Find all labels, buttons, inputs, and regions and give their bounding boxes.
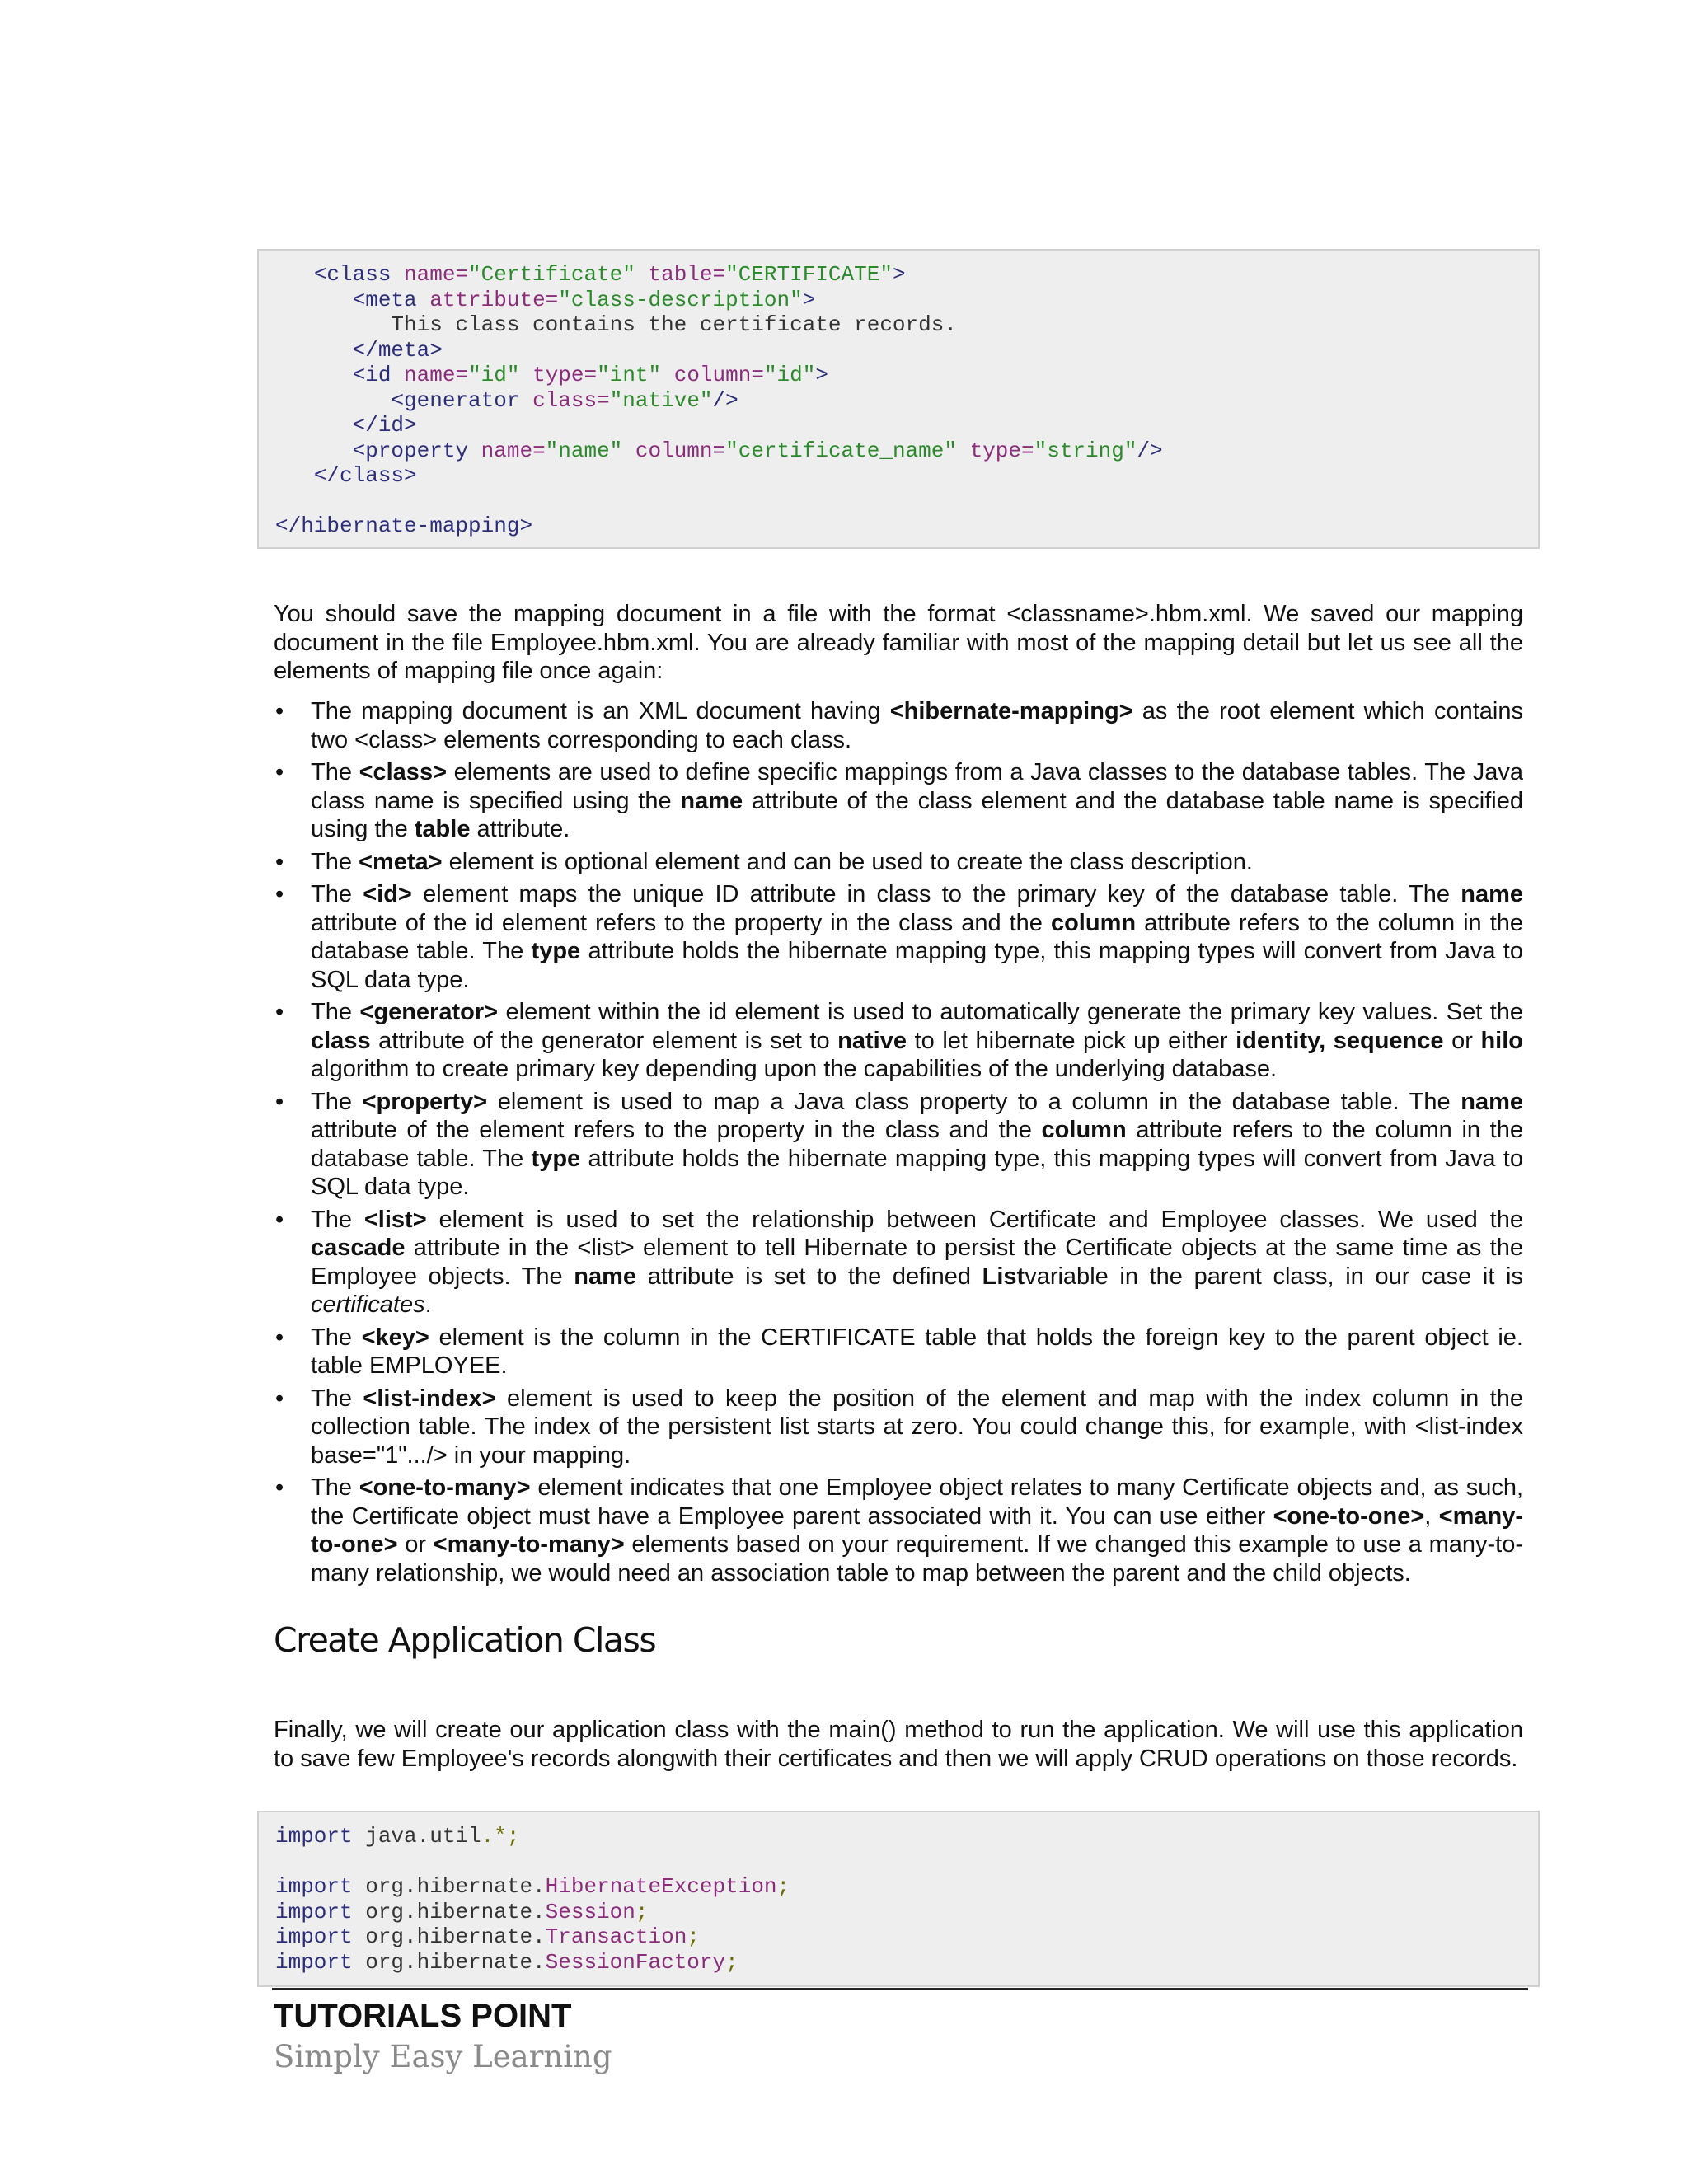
code-token (275, 363, 353, 387)
code-line (275, 1900, 1538, 1925)
code-token: Transaction (545, 1924, 687, 1949)
text-run: The mapping document is an XML document having (311, 698, 890, 724)
bold-term: <one-to-one> (1273, 1502, 1425, 1530)
bullet-icon: • (275, 848, 284, 875)
bullet-icon: • (275, 1324, 284, 1351)
code-token: SessionFactory (545, 1949, 726, 1975)
code-line (275, 513, 1538, 539)
code-token: /> (1137, 438, 1163, 463)
intro-paragraph: You should save the mapping document in a file with the format <classname>.hbm.xml. We saved our mapping document in the file Employee.hbm.xml. You are already familiar with most of the mapping detail but let us see all the elements of mapping file once again: (274, 601, 1523, 684)
bold-term: <hibernate-mapping> (889, 698, 1133, 724)
footer-divider (272, 1988, 1528, 1990)
text-run: element is used to keep the position of the element and map with the index column in the collection table. The index of the persistent list starts at zero. You could change this, for example, with <list-index base="1".../> in your mapping. (311, 1385, 1523, 1469)
code-token: Session (545, 1899, 635, 1924)
text-run: variable in the parent class, in our case it is (1025, 1263, 1523, 1290)
text-run: The (311, 759, 359, 785)
text-run: . (424, 1291, 432, 1318)
text-run: attribute holds the hibernate mapping type, this mapping types will convert from Java to SQL data type. (311, 938, 1523, 993)
code-token: class= (532, 387, 610, 413)
text-run: attribute of the generator element is set to (370, 1027, 838, 1054)
bold-term: <property> (362, 1088, 488, 1115)
bold-term: identity, sequence (1236, 1027, 1444, 1054)
code-token: import (275, 1899, 353, 1924)
code-token: import (275, 1924, 353, 1949)
text-run: attribute refers to the column in the database table. The (311, 909, 1524, 964)
code-token: table= (635, 262, 726, 287)
text-run: element indicates that one Employee object relates to many Certificate objects and, as such, the Certificate object must have a Employee parent associated with it. You can use either (311, 1474, 1524, 1530)
code-token (275, 413, 353, 438)
text-run: attribute. (470, 816, 570, 842)
application-class-paragraph: Finally, we will create our application class with the main() method to run the application. We will use this application to save few Employee's records alongwith their certificates and then we will apply CRUD operations on those records. (274, 1717, 1523, 1772)
bullet-icon: • (275, 1385, 284, 1412)
code-token: "Certificate" (468, 262, 635, 287)
code-token: java.util (352, 1824, 481, 1849)
list-item (274, 697, 1523, 754)
code-token: > (802, 287, 816, 312)
code-line (275, 338, 1538, 363)
bullet-icon: • (275, 759, 284, 785)
list-item (274, 1324, 1523, 1380)
text-run: elements based on your requirement. If we changed this example to use a many-to-many relationship, we would need an association table to map between the parent and the child objects. (311, 1531, 1524, 1586)
code-token (275, 388, 391, 413)
text-run: element is used to map a Java class property to a column in the database table. The (487, 1088, 1461, 1115)
code-line (275, 1874, 1538, 1900)
code-token: <meta (352, 287, 430, 312)
code-token: name= (404, 262, 469, 287)
code-token: column= (661, 363, 764, 387)
code-token: "id" (763, 363, 816, 387)
code-token: "string" (1034, 438, 1137, 463)
code-token: This class contains the certificate records. (275, 312, 957, 337)
bold-term: name (1461, 881, 1523, 907)
code-line (275, 363, 1538, 388)
code-token: org.hibernate. (352, 1874, 546, 1899)
bold-term: <meta> (359, 848, 443, 875)
code-token: ; (635, 1899, 649, 1924)
code-line (275, 312, 1538, 338)
text-run: The (311, 1206, 364, 1233)
code-token: ; (687, 1924, 700, 1949)
text-run: The (311, 999, 360, 1025)
code-token: HibernateException (545, 1874, 777, 1899)
text-run: The (311, 848, 359, 875)
code-token (275, 438, 353, 463)
code-token (275, 262, 314, 287)
text-run: The (311, 881, 363, 907)
text-run: attribute in the <list> element to tell Hibernate to persist the Certificate objects at the same time as the Employee objects. The (311, 1235, 1523, 1290)
bold-term: cascade (311, 1235, 406, 1261)
list-item (274, 998, 1523, 1084)
code-token: org.hibernate. (352, 1924, 546, 1949)
text-run: element is optional element and can be used to create the class description. (442, 848, 1253, 875)
bold-term: column (1050, 909, 1137, 936)
code-token: "name" (545, 438, 623, 463)
text-run: element within the id element is used to automatically generate the primary key values. Set the (498, 999, 1524, 1025)
code-line (275, 288, 1538, 313)
bullet-icon: • (275, 1088, 284, 1115)
code-token: import (275, 1949, 353, 1975)
bold-term: type (531, 1145, 581, 1172)
code-token: type= (519, 363, 598, 387)
bullet-icon: • (275, 1474, 284, 1501)
text-run: to let hibernate pick up either (906, 1027, 1236, 1054)
text-run: as the root element which contains two <class> elements corresponding to each class. (311, 698, 1524, 753)
code-line (275, 463, 1538, 489)
code-token: /> (712, 387, 738, 413)
bold-term: name (1461, 1088, 1524, 1115)
code-token: "native" (609, 387, 713, 413)
list-item (274, 758, 1523, 844)
bold-term: column (1041, 1117, 1127, 1143)
text-run: , (1424, 1502, 1439, 1530)
code-token (275, 463, 314, 488)
text-run: or (1443, 1027, 1481, 1054)
code-token: name= (481, 438, 546, 463)
code-token: </meta> (352, 337, 443, 363)
bold-term: hilo (1480, 1027, 1523, 1054)
code-token: </id> (352, 413, 417, 438)
code-line (275, 489, 1538, 514)
code-token: import (275, 1824, 353, 1849)
list-item (274, 848, 1523, 877)
text-run: attribute of the element refers to the property in the class and the (311, 1117, 1042, 1143)
bold-term: class (311, 1027, 371, 1054)
text-run: The (311, 1385, 363, 1412)
text-run: attribute refers to the column in the database table. The (311, 1117, 1523, 1172)
code-token: > (815, 363, 828, 387)
bullet-icon: • (275, 881, 284, 907)
footer-tagline: Simply Easy Learning (274, 2039, 612, 2074)
code-token: "int" (597, 363, 662, 387)
code-token: attribute= (429, 287, 559, 312)
code-token: <class (313, 262, 405, 287)
code-token: "id" (468, 363, 520, 387)
code-token: > (892, 262, 906, 287)
text-run: The (311, 1474, 359, 1501)
list-item (274, 880, 1523, 994)
code-line (275, 262, 1538, 288)
list-item (274, 1474, 1523, 1587)
code-line (275, 1824, 1538, 1849)
text-run: element is used to set the relationship between Certificate and Employee classes. We used the (426, 1206, 1523, 1233)
code-token: <id (352, 363, 405, 387)
code-block-imports (257, 1811, 1540, 1987)
code-line (275, 413, 1538, 438)
list-item (274, 1385, 1523, 1470)
text-run: attribute holds the hibernate mapping type, this mapping types will convert from Java to SQL data type. (311, 1145, 1523, 1200)
code-token: </class> (313, 463, 417, 488)
code-token: .*; (481, 1824, 520, 1849)
bold-term: name (574, 1263, 637, 1290)
bold-term: <key> (361, 1324, 429, 1351)
section-heading: Create Application Class (274, 1620, 656, 1660)
code-token: type= (956, 438, 1034, 463)
code-token: import (275, 1874, 353, 1899)
bold-term: <many-to-many> (433, 1531, 625, 1558)
code-token: "certificate_name" (725, 438, 957, 463)
code-line (275, 388, 1538, 414)
bold-term: type (531, 938, 581, 964)
text-run: algorithm to create primary key depending upon the capabilities of the underlying database. (311, 1056, 1278, 1082)
code-line (275, 1849, 1538, 1875)
bullet-icon: • (275, 1206, 284, 1233)
code-token: "CERTIFICATE" (725, 262, 893, 287)
code-token: <property (352, 438, 481, 463)
text-run: attribute is set to the defined (636, 1263, 982, 1290)
code-line (275, 1924, 1538, 1950)
text-run: The (311, 1088, 363, 1115)
code-token: <generator (391, 387, 533, 413)
list-item (274, 1206, 1523, 1319)
code-token: ; (776, 1874, 790, 1899)
text-run: elements are used to define specific mappings from a Java classes to the database tables. The Java class name is specified using the (311, 759, 1523, 814)
bold-term: <one-to-many> (359, 1474, 531, 1501)
code-token: ; (725, 1949, 738, 1975)
code-token: org.hibernate. (352, 1949, 546, 1975)
code-token: "class-description" (558, 287, 803, 312)
text-run: element is the column in the CERTIFICATE table that holds the foreign key to the parent object ie. table EMPLOYEE. (311, 1324, 1523, 1379)
bold-term: table (414, 816, 471, 842)
bold-term: <list> (363, 1206, 427, 1233)
code-token (275, 288, 353, 312)
code-line (275, 438, 1538, 464)
bullet-icon: • (275, 698, 284, 724)
bullet-icon: • (275, 999, 284, 1025)
bold-term: <id> (363, 881, 412, 907)
footer-brand: TUTORIALS POINT (274, 1998, 572, 2034)
code-block-mapping (257, 249, 1540, 549)
code-token: column= (622, 438, 726, 463)
text-run: The (311, 1324, 362, 1351)
text-run: attribute of the id element refers to the property in the class and the (311, 909, 1051, 936)
code-line (275, 1950, 1538, 1975)
bold-term: <generator> (359, 999, 499, 1025)
code-token: </hibernate-mapping> (275, 513, 533, 538)
bold-term: List (982, 1263, 1025, 1290)
bold-term: native (837, 1027, 907, 1054)
code-token (275, 338, 353, 363)
bold-term: <many-to-one> (311, 1502, 1523, 1558)
mapping-elements-list (274, 697, 1523, 1591)
code-token: name= (404, 363, 469, 387)
text-run: attribute of the class element and the database table name is specified using the (311, 787, 1523, 842)
text-run: element maps the unique ID attribute in class to the primary key of the database table. The (411, 881, 1461, 907)
bold-term: name (680, 787, 743, 814)
list-item (274, 1088, 1523, 1202)
italic-term: certificates (311, 1291, 425, 1318)
code-token: org.hibernate. (352, 1899, 546, 1924)
bold-term: <list-index> (363, 1385, 496, 1412)
text-run: or (397, 1531, 434, 1558)
bold-term: <class> (359, 759, 448, 785)
